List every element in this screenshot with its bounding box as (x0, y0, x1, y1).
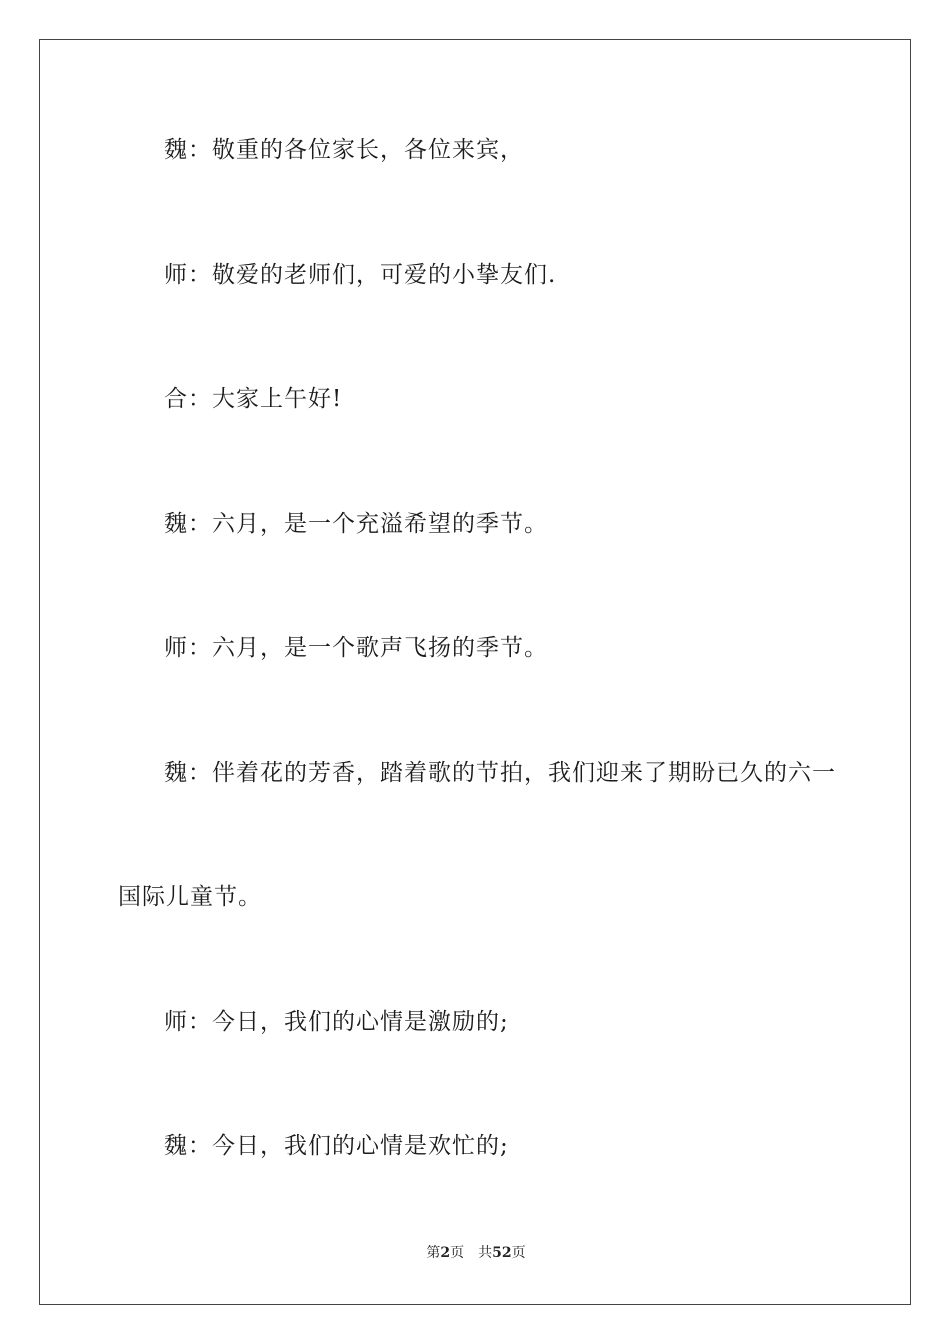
dialogue-line: 师：六月，是一个歌声飞扬的季节。 (164, 635, 548, 661)
dialogue-line: 合：大家上午好! (164, 386, 343, 412)
total-suffix: 页 (511, 1245, 526, 1261)
dialogue-line: 魏：今日，我们的心情是欢忙的; (164, 1133, 509, 1159)
page-number: 2 (440, 1245, 451, 1261)
dialogue-line: 魏：六月，是一个充溢希望的季节。 (164, 511, 548, 537)
page-frame (39, 39, 911, 1305)
total-prefix: 共 (478, 1245, 493, 1261)
total-pages: 52 (492, 1245, 512, 1261)
page-footer (40, 1243, 912, 1263)
dialogue-line: 师：敬爱的老师们，可爱的小挚友们. (164, 262, 557, 288)
page-prefix: 第 (426, 1245, 441, 1261)
page-suffix: 页 (450, 1245, 465, 1261)
dialogue-line: 魏：伴着花的芳香，踏着歌的节拍，我们迎来了期盼已久的六一 (164, 760, 836, 786)
dialogue-line: 魏：敬重的各位家长，各位来宾， (164, 137, 524, 163)
dialogue-line-continuation: 国际儿童节。 (118, 884, 262, 910)
dialogue-line: 师：今日，我们的心情是激励的; (164, 1009, 509, 1035)
